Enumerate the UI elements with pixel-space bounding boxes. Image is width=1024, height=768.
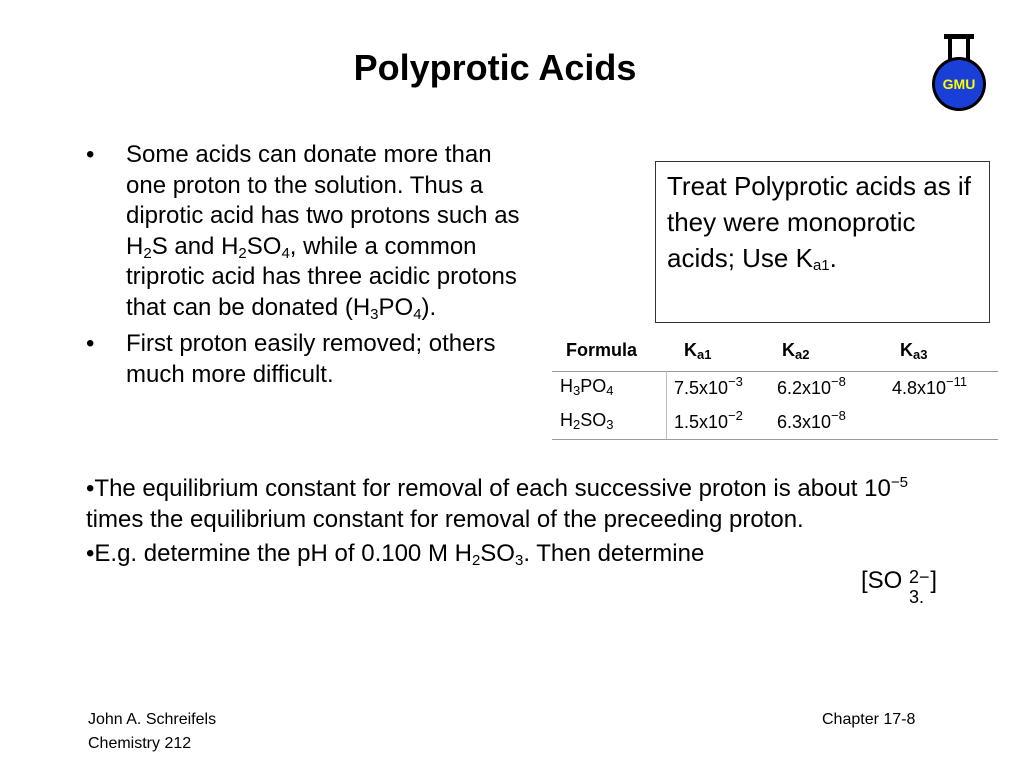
bullet-item: [86, 329, 526, 390]
formula-cell: $H_2SO_3$: [560, 410, 614, 432]
footer-author: John A. Schreifels: [88, 711, 217, 728]
bullet-marker: •: [86, 330, 95, 357]
page-title: Polyprotic Acids: [353, 47, 637, 88]
table-row: [552, 406, 998, 440]
ka1-cell: $7.5x10^{-3}$: [674, 374, 743, 398]
bullet-text: Some acids can donate more than one proton to the solution. Thus a diprotic acid has two protons such as $H_2S$ and $H_2SO_4$, while a common triprotic acid has three acidic protons that can be donated $(H_3PO_4)$.: [126, 141, 520, 323]
bullet-text: First proton easily removed; others much more difficult.: [126, 330, 496, 388]
bullet-list: [86, 140, 526, 396]
table-row: [552, 372, 998, 406]
paragraph: •E.g. determine the pH of 0.100 M $H_2SO_3$. Then determine: [86, 540, 705, 569]
ka1-cell: $1.5x10^{-2}$: [674, 408, 743, 432]
paragraph: •The equilibrium constant for removal of each successive proton is about $10^{-5}$ times the equilibrium constant for removal of the preceeding proton.: [86, 474, 908, 533]
bullet-marker: •: [86, 141, 95, 168]
callout-subscript: a1: [812, 257, 830, 274]
callout-text: Treat Polyprotic acids as if they were monoprotic acids; Use K: [667, 171, 971, 273]
column-header-formula: Formula: [566, 340, 638, 360]
logo-text: GMU: [942, 76, 976, 92]
ka-table: [552, 338, 998, 440]
ka3-cell: $4.8x10^{-11}$: [892, 374, 968, 398]
formula-cell: $H_3PO_4$: [560, 376, 614, 398]
ion-charge: 2−: [909, 567, 930, 587]
ka2-cell: $6.3x10^{-8}$: [777, 408, 846, 432]
bullet-item: [86, 140, 526, 323]
column-header-ka2: $K_{a2}$: [782, 340, 810, 362]
footer-course: Chemistry 212: [88, 735, 192, 752]
flask-icon: [924, 28, 994, 112]
gmu-flask-logo: [924, 28, 994, 112]
column-header-ka3: $K_{a3}$: [900, 340, 928, 362]
table-bottom-rule: [552, 439, 998, 440]
sulfite-concentration-expression: [SO ] 2− 3.: [861, 566, 937, 596]
ion-subscript: 3.: [909, 587, 925, 607]
footer-left: [88, 708, 216, 756]
ka2-cell: $6.2x10^{-8}$: [777, 374, 846, 398]
footer-chapter: Chapter 17-8: [822, 711, 916, 728]
body-paragraphs: [86, 474, 966, 574]
callout-box: Treat Polyprotic acids as if they were monoprotic acids; Use $K_{a1}$.: [655, 161, 990, 323]
column-divider: [666, 371, 667, 439]
table-header: [552, 338, 998, 372]
column-header-ka1: $K_{a1}$: [684, 340, 712, 362]
